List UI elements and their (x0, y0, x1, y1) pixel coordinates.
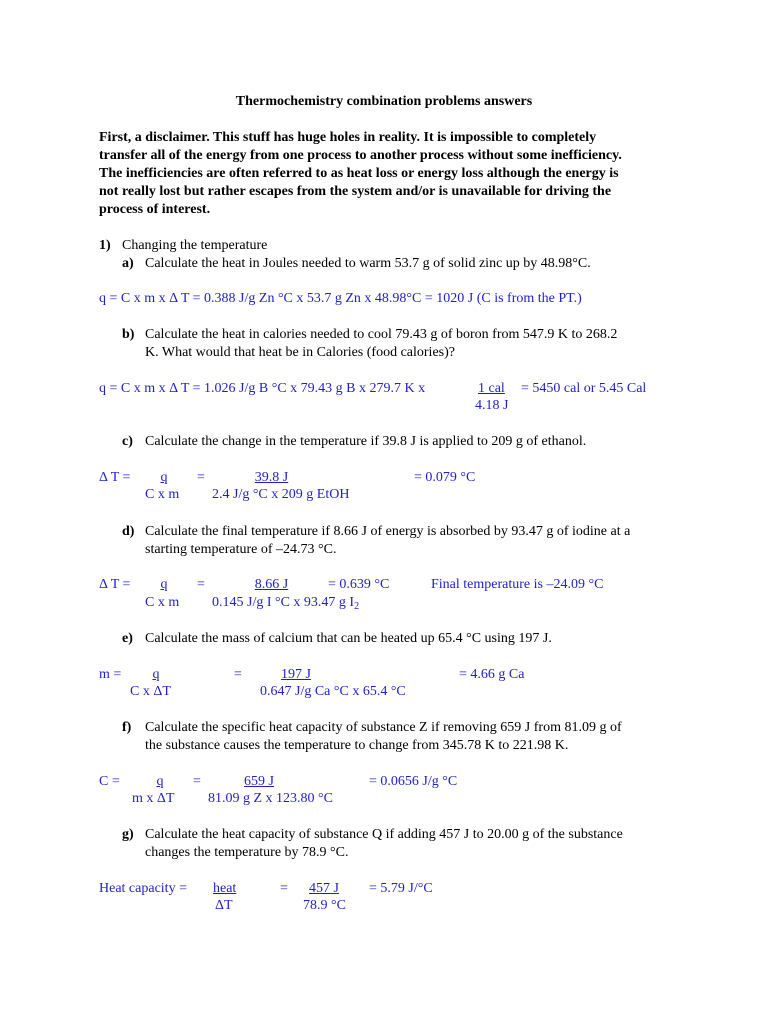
question-label-c: c) (122, 434, 133, 449)
answer-c-frac1-denominator: C x m (145, 487, 180, 502)
question-e: Calculate the mass of calcium that can be heated up 65.4 °C using 197 J. (145, 631, 552, 646)
answer-d-frac1-denominator: C x m (145, 595, 180, 610)
question-b-line: K. What would that heat be in Calories (food calories)? (145, 345, 455, 360)
question-label-f: f) (122, 720, 132, 735)
answer-b-fraction-denominator: 4.18 J (475, 398, 509, 413)
page-title: Thermochemistry combination problems answers (235, 94, 533, 109)
section-number: 1) (99, 238, 111, 253)
answer-f-frac2-numerator: 659 J (244, 774, 274, 789)
question-f-line: the substance causes the temperature to change from 345.78 K to 221.98 K. (145, 738, 569, 753)
answer-g-lhs: Heat capacity = (99, 881, 187, 896)
answer-g-result: = 5.79 J/°C (369, 881, 433, 896)
answer-g-frac2-denominator: 78.9 °C (303, 898, 346, 913)
answer-f-frac2-denominator: 81.09 g Z x 123.80 °C (208, 791, 333, 806)
answer-d-frac1-numerator: q (160, 577, 168, 592)
answer-e-frac1-numerator: q (152, 667, 160, 682)
disclaimer-line: transfer all of the energy from one process to another process without some inefficiency. (99, 148, 622, 163)
answer-g-equals: = (280, 881, 288, 896)
question-label-e: e) (122, 631, 133, 646)
disclaimer-line: The inefficiencies are often referred to as heat loss or energy loss although the energy is (99, 166, 619, 181)
answer-g-frac1-numerator: heat (213, 881, 237, 896)
section-title: Changing the temperature (122, 238, 268, 253)
answer-d-equals: = (197, 577, 205, 592)
disclaimer-paragraph (99, 129, 679, 219)
answer-f-lhs: C = (99, 774, 120, 789)
answer-g-frac2-numerator: 457 J (309, 881, 339, 896)
answer-b-main: q = C x m x Δ T = 1.026 J/g B °C x 79.43 g B x 279.7 K x (99, 381, 426, 396)
subscript: 2 (354, 601, 360, 612)
question-f-line: Calculate the specific heat capacity of substance Z if removing 659 J from 81.09 g of (145, 720, 622, 735)
question-a: Calculate the heat in Joules needed to warm 53.7 g of solid zinc up by 48.98°C. (145, 256, 591, 271)
answer-c-frac2-denominator: 2.4 J/g °C x 209 g EtOH (212, 487, 350, 502)
answer-f-frac1-numerator: q (156, 774, 164, 789)
disclaimer-line: process of interest. (99, 202, 211, 217)
answer-f-result: = 0.0656 J/g °C (369, 774, 458, 789)
answer-f-frac1-denominator: m x ΔT (132, 791, 175, 806)
question-label-a: a) (122, 256, 134, 271)
answer-d-frac2-denominator (212, 595, 359, 612)
answer-c-frac1-numerator: q (160, 470, 168, 485)
answer-c-result: = 0.079 °C (414, 470, 476, 485)
answer-a: q = C x m x Δ T = 0.388 J/g Zn °C x 53.7 g Zn x 48.98°C = 1020 J (C is from the PT.) (99, 291, 582, 306)
answer-d-frac2-numerator: 8.66 J (254, 577, 289, 592)
answer-e-result: = 4.66 g Ca (459, 667, 525, 682)
answer-c-equals: = (197, 470, 205, 485)
answer-b-result: = 5450 cal or 5.45 Cal (521, 381, 647, 396)
answer-b-fraction-numerator: 1 cal (478, 381, 505, 396)
answer-d-final-temperature: Final temperature is –24.09 °C (431, 577, 604, 592)
answer-e-frac2-denominator: 0.647 J/g Ca °C x 65.4 °C (260, 684, 406, 699)
answer-e-frac1-denominator: C x ΔT (130, 684, 171, 699)
question-g-line: changes the temperature by 78.9 °C. (145, 845, 349, 860)
question-label-b: b) (122, 327, 135, 342)
question-label-d: d) (122, 524, 135, 539)
question-b-line: Calculate the heat in calories needed to cool 79.43 g of boron from 547.9 K to 268.2 (145, 327, 618, 342)
answer-d-result: = 0.639 °C (328, 577, 390, 592)
question-c: Calculate the change in the temperature if 39.8 J is applied to 209 g of ethanol. (145, 434, 587, 449)
answer-e-equals: = (234, 667, 242, 682)
question-d-line: starting temperature of –24.73 °C. (145, 542, 337, 557)
answer-f-equals: = (193, 774, 201, 789)
disclaimer-line: not really lost but rather escapes from the system and/or is unavailable for driving the (99, 184, 612, 199)
answer-d-frac2-denominator-text: 0.145 J/g I °C x 93.47 g I (212, 595, 355, 610)
answer-e-lhs: m = (99, 667, 122, 682)
answer-c-frac2-numerator: 39.8 J (254, 470, 289, 485)
disclaimer-line: First, a disclaimer. This stuff has huge holes in reality. It is impossible to completely (99, 130, 597, 145)
answer-e-frac2-numerator: 197 J (281, 667, 311, 682)
answer-d-lhs: Δ T = (99, 577, 131, 592)
question-g-line: Calculate the heat capacity of substance Q if adding 457 J to 20.00 g of the substance (145, 827, 623, 842)
question-d-line: Calculate the final temperature if 8.66 J of energy is absorbed by 93.47 g of iodine at a (145, 524, 631, 539)
question-label-g: g) (122, 827, 134, 842)
answer-g-frac1-denominator: ΔT (215, 898, 233, 913)
answer-c-lhs: Δ T = (99, 470, 131, 485)
